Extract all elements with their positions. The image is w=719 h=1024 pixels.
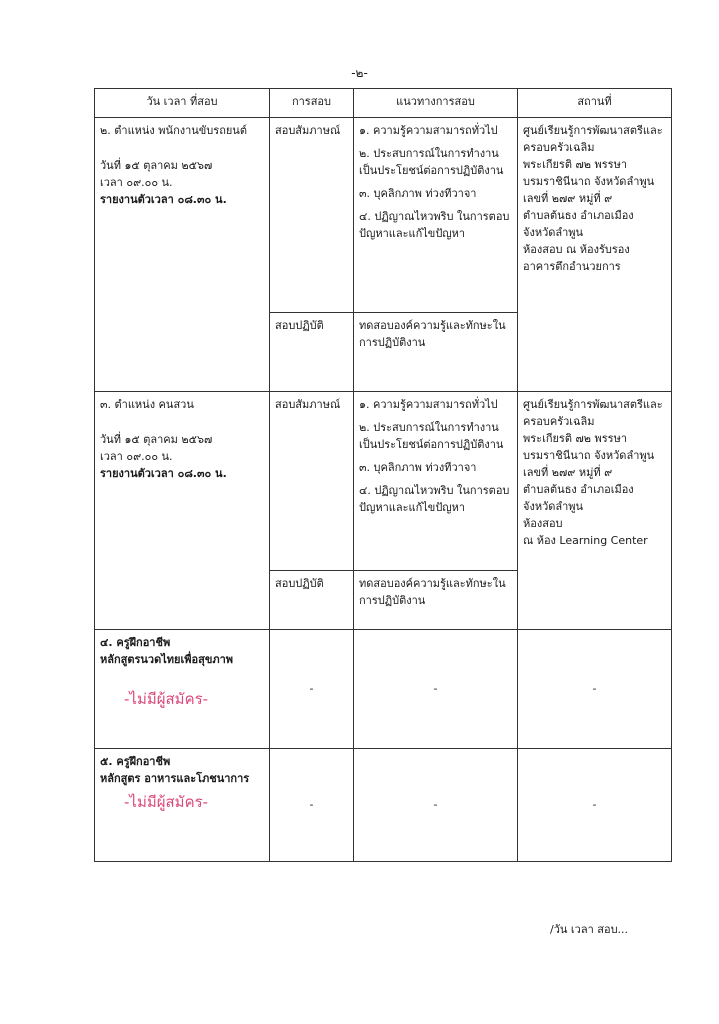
no-applicant-note: -ไม่มีผู้สมัคร- — [124, 690, 209, 709]
position-title: ๕. ครูฝึกอาชีพ — [100, 755, 171, 768]
empty-cell: - — [354, 630, 518, 749]
empty-cell: - — [270, 749, 354, 862]
exam-type-cell: สอบสัมภาษณ์ — [270, 392, 354, 571]
guideline-item: ๓. บุคลิกภาพ ท่วงทีวาจา — [359, 461, 477, 475]
place-line: เลขที่ ๒๗๙ หมู่ที่ ๙ — [523, 466, 613, 480]
place-line: ณ ห้อง Learning Center — [523, 534, 648, 548]
place-line: ครอบครัวเฉลิม — [523, 415, 595, 429]
place-line: พระเกียรติ ๗๒ พรรษา — [523, 158, 627, 172]
place-line: ศูนย์เรียนรู้การพัฒนาสตรีและ — [523, 124, 663, 137]
table-row — [95, 392, 672, 571]
empty-cell: - — [270, 630, 354, 749]
guideline-item: ๓. บุคลิกภาพ ท่วงทีวาจา — [359, 187, 477, 201]
header-exam-type: การสอบ — [270, 89, 354, 118]
guidelines-cell — [354, 118, 518, 313]
exam-schedule-table — [94, 88, 672, 862]
header-place: สถานที่ — [518, 89, 672, 118]
date-cell — [95, 630, 270, 749]
place-line: ศูนย์เรียนรู้การพัฒนาสตรีและ — [523, 398, 663, 411]
place-line: ห้องสอบ ณ ห้องรับรอง — [523, 243, 630, 257]
page-number: -๒- — [351, 66, 368, 80]
guideline-item: ๒. ประสบการณ์ในการทำงาน เป็นประโยชน์ต่อการปฏิบัติงาน — [359, 421, 504, 452]
position-title: ๓. ตำแหน่ง คนสวน — [100, 398, 194, 411]
date-cell — [95, 392, 270, 630]
guideline-item: ๒. ประสบการณ์ในการทำงาน เป็นประโยชน์ต่อการปฏิบัติงาน — [359, 147, 504, 178]
position-title: ๒. ตำแหน่ง พนักงานขับรถยนต์ — [100, 124, 247, 137]
position-title: ๔. ครูฝึกอาชีพ — [100, 636, 171, 649]
place-line: ตำบลต้นธง อำเภอเมือง — [523, 483, 634, 497]
table-row — [95, 630, 672, 749]
guideline-item: ๔. ปฏิญาณไหวพริบ ในการตอบปัญหาและแก้ไขปัญหา — [359, 210, 510, 241]
exam-date: วันที่ ๑๕ ตุลาคม ๒๕๖๗ — [100, 433, 213, 447]
practical-guide-cell: ทดสอบองค์ความรู้และทักษะในการปฏิบัติงาน — [354, 313, 518, 392]
guideline-item: ๑. ความรู้ความสามารถทั่วไป — [359, 124, 498, 137]
place-line: บรมราชินีนาถ จังหวัดลำพูน — [523, 449, 655, 463]
place-line: จังหวัดลำพูน — [523, 500, 584, 514]
guidelines-cell — [354, 392, 518, 571]
no-applicant-note: -ไม่มีผู้สมัคร- — [124, 793, 209, 812]
place-cell — [518, 118, 672, 392]
report-time: รายงานตัวเวลา ๐๘.๓๐ น. — [100, 467, 227, 481]
place-line: ห้องสอบ — [523, 517, 563, 531]
exam-time: เวลา ๐๙.๐๐ น. — [100, 450, 173, 464]
exam-date: วันที่ ๑๕ ตุลาคม ๒๕๖๗ — [100, 159, 213, 173]
date-cell — [95, 749, 270, 862]
continuation-note: /วัน เวลา สอบ... — [550, 923, 629, 936]
practical-guide-cell: ทดสอบองค์ความรู้และทักษะในการปฏิบัติงาน — [354, 571, 518, 630]
place-line: เลขที่ ๒๗๙ หมู่ที่ ๙ — [523, 192, 613, 206]
place-line: ตำบลต้นธง อำเภอเมือง — [523, 209, 634, 223]
exam-type-cell: สอบสัมภาษณ์ — [270, 118, 354, 313]
empty-cell: - — [354, 749, 518, 862]
guideline-item: ๑. ความรู้ความสามารถทั่วไป — [359, 398, 498, 411]
header-date: วัน เวลา ที่สอบ — [95, 89, 270, 118]
table-header-row — [95, 89, 672, 118]
place-cell — [518, 392, 672, 630]
exam-type-cell: สอบปฏิบัติ — [270, 313, 354, 392]
place-line: พระเกียรติ ๗๒ พรรษา — [523, 432, 627, 446]
place-line: อาคารตึกอำนวยการ — [523, 260, 621, 274]
table-row — [95, 749, 672, 862]
place-line: จังหวัดลำพูน — [523, 226, 584, 240]
exam-time: เวลา ๐๙.๐๐ น. — [100, 176, 173, 190]
header-guidelines: แนวทางการสอบ — [354, 89, 518, 118]
empty-cell: - — [518, 749, 672, 862]
date-cell — [95, 118, 270, 392]
course-name: หลักสูตร อาหารและโภชนาการ — [100, 772, 250, 786]
guideline-item: ๔. ปฏิญาณไหวพริบ ในการตอบปัญหาและแก้ไขปัญหา — [359, 484, 510, 515]
table-row — [95, 118, 672, 313]
report-time: รายงานตัวเวลา ๐๘.๓๐ น. — [100, 193, 227, 207]
place-line: บรมราชินีนาถ จังหวัดลำพูน — [523, 175, 655, 189]
empty-cell: - — [518, 630, 672, 749]
place-line: ครอบครัวเฉลิม — [523, 141, 595, 155]
course-name: หลักสูตรนวดไทยเพื่อสุขภาพ — [100, 653, 234, 667]
exam-type-cell: สอบปฏิบัติ — [270, 571, 354, 630]
